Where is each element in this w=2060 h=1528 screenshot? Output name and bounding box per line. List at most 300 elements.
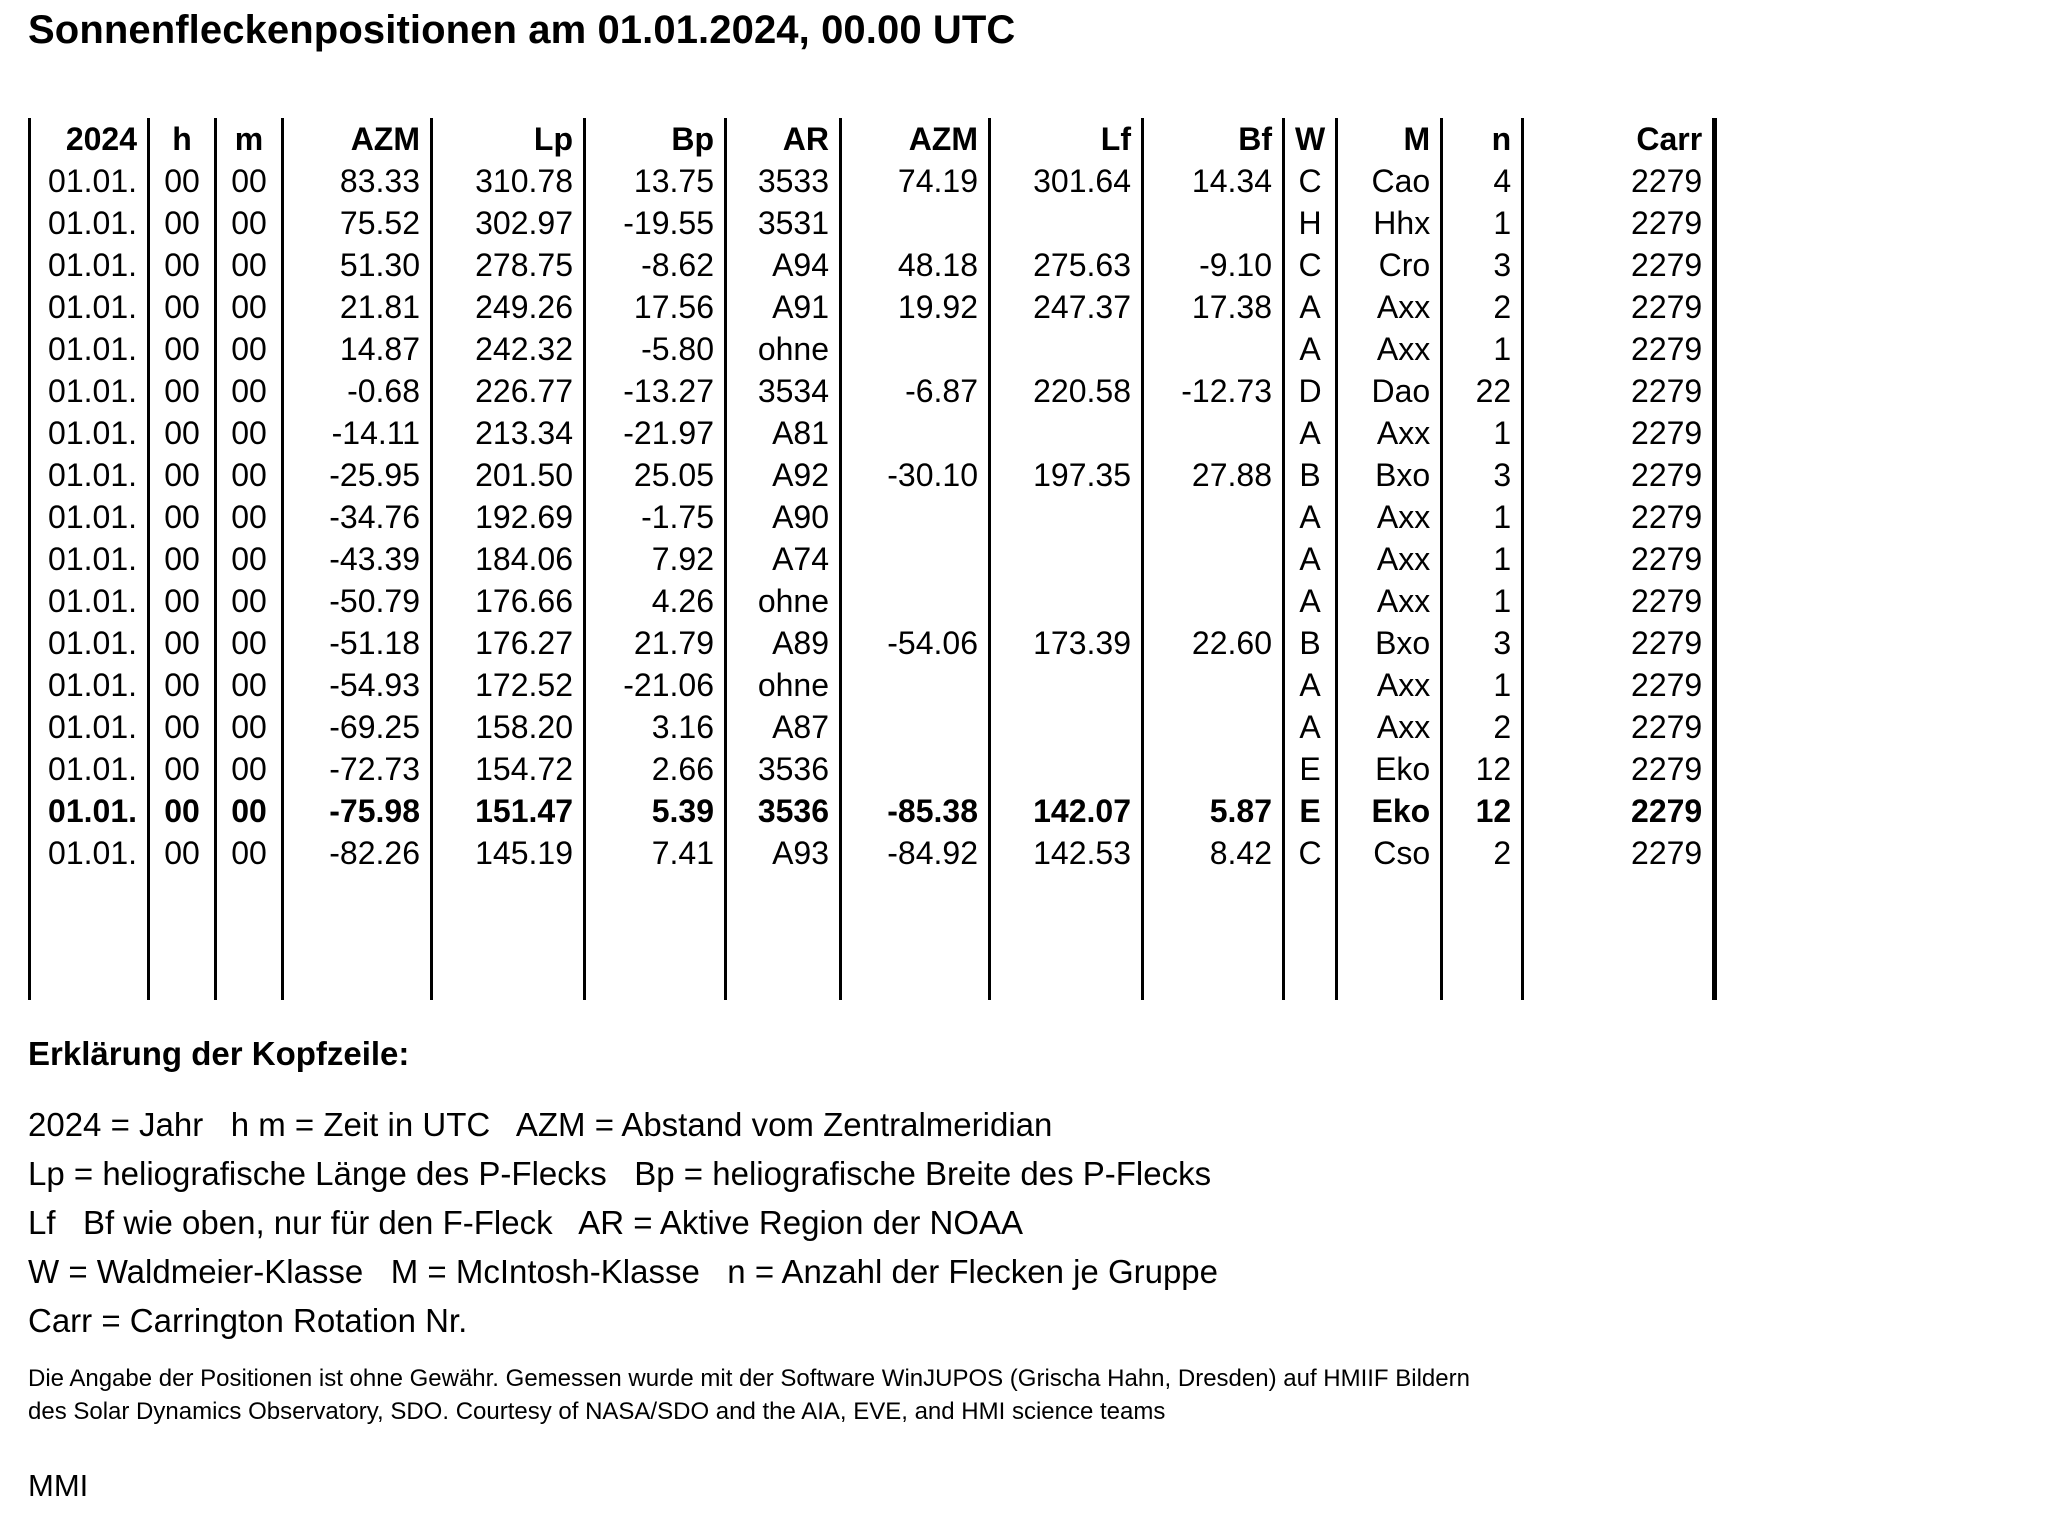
cell-azm-f — [841, 538, 990, 580]
table-row — [30, 706, 1715, 748]
empty-cell — [216, 874, 283, 916]
table-row — [30, 790, 1715, 832]
cell-count: 3 — [1442, 622, 1523, 664]
cell-lf — [990, 706, 1143, 748]
cell-date: 01.01. — [30, 286, 149, 328]
empty-cell — [585, 916, 726, 958]
page-title: Sonnenfleckenpositionen am 01.01.2024, 00.00 UTC — [28, 8, 1016, 52]
cell-lp: 278.75 — [432, 244, 585, 286]
cell-mcintosh: Eko — [1337, 790, 1442, 832]
cell-hour: 00 — [149, 454, 216, 496]
cell-waldmeier: B — [1284, 622, 1337, 664]
table-row — [30, 286, 1715, 328]
cell-azm-f — [841, 496, 990, 538]
explanation-text — [28, 1100, 1218, 1345]
cell-mcintosh: Cao — [1337, 160, 1442, 202]
author-signature: MMI — [28, 1468, 89, 1503]
cell-minute: 00 — [216, 496, 283, 538]
table-row — [30, 160, 1715, 202]
empty-cell — [216, 958, 283, 1000]
cell-minute: 00 — [216, 832, 283, 874]
cell-count: 1 — [1442, 538, 1523, 580]
cell-bf — [1143, 748, 1284, 790]
table-header-row — [30, 118, 1715, 160]
cell-lp: 176.27 — [432, 622, 585, 664]
cell-mcintosh: Eko — [1337, 748, 1442, 790]
cell-carrington: 2279 — [1523, 538, 1715, 580]
cell-waldmeier: E — [1284, 748, 1337, 790]
cell-bp: 3.16 — [585, 706, 726, 748]
cell-bf: -12.73 — [1143, 370, 1284, 412]
cell-azm-f — [841, 412, 990, 454]
cell-bp: -5.80 — [585, 328, 726, 370]
empty-cell — [1442, 874, 1523, 916]
table-header — [30, 118, 1715, 160]
column-header-bp: Bp — [585, 118, 726, 160]
cell-mcintosh: Axx — [1337, 580, 1442, 622]
cell-lp: 145.19 — [432, 832, 585, 874]
cell-lp: 151.47 — [432, 790, 585, 832]
cell-ar: ohne — [726, 580, 841, 622]
cell-minute: 00 — [216, 328, 283, 370]
cell-date: 01.01. — [30, 790, 149, 832]
empty-cell — [990, 958, 1143, 1000]
cell-hour: 00 — [149, 538, 216, 580]
table-row — [30, 412, 1715, 454]
cell-minute: 00 — [216, 202, 283, 244]
cell-ar: A74 — [726, 538, 841, 580]
table-empty-row — [30, 874, 1715, 916]
cell-hour: 00 — [149, 832, 216, 874]
cell-waldmeier: C — [1284, 160, 1337, 202]
cell-bp: -19.55 — [585, 202, 726, 244]
cell-hour: 00 — [149, 328, 216, 370]
cell-azm-f: -54.06 — [841, 622, 990, 664]
cell-waldmeier: A — [1284, 706, 1337, 748]
empty-cell — [1337, 958, 1442, 1000]
cell-mcintosh: Axx — [1337, 664, 1442, 706]
cell-bp: 4.26 — [585, 580, 726, 622]
cell-lp: 154.72 — [432, 748, 585, 790]
cell-ar: ohne — [726, 664, 841, 706]
table-row — [30, 580, 1715, 622]
column-header-lp: Lp — [432, 118, 585, 160]
empty-cell — [1442, 958, 1523, 1000]
cell-minute: 00 — [216, 370, 283, 412]
cell-date: 01.01. — [30, 496, 149, 538]
cell-bp: 7.41 — [585, 832, 726, 874]
table-row — [30, 244, 1715, 286]
cell-mcintosh: Axx — [1337, 496, 1442, 538]
empty-cell — [585, 874, 726, 916]
cell-ar: A92 — [726, 454, 841, 496]
cell-waldmeier: C — [1284, 244, 1337, 286]
cell-waldmeier: A — [1284, 286, 1337, 328]
table-row — [30, 328, 1715, 370]
cell-waldmeier: A — [1284, 412, 1337, 454]
cell-lf — [990, 412, 1143, 454]
cell-bp: 21.79 — [585, 622, 726, 664]
empty-cell — [283, 874, 432, 916]
cell-azm-p: 75.52 — [283, 202, 432, 244]
column-header-azm-f: AZM — [841, 118, 990, 160]
table-row — [30, 538, 1715, 580]
cell-count: 2 — [1442, 286, 1523, 328]
cell-azm-f: 48.18 — [841, 244, 990, 286]
cell-bf — [1143, 538, 1284, 580]
cell-mcintosh: Bxo — [1337, 454, 1442, 496]
cell-azm-f — [841, 580, 990, 622]
cell-bf — [1143, 412, 1284, 454]
empty-cell — [30, 916, 149, 958]
cell-azm-p: -0.68 — [283, 370, 432, 412]
cell-azm-f: -85.38 — [841, 790, 990, 832]
table-body — [30, 160, 1715, 1000]
cell-azm-f — [841, 706, 990, 748]
cell-lp: 213.34 — [432, 412, 585, 454]
explanation-line: Lp = heliografische Länge des P-Flecks Bp = heliografische Breite des P-Flecks — [28, 1155, 1212, 1192]
cell-lf — [990, 664, 1143, 706]
footnote-text — [28, 1362, 1470, 1428]
cell-minute: 00 — [216, 412, 283, 454]
empty-cell — [216, 916, 283, 958]
explanation-line: W = Waldmeier-Klasse M = McIntosh-Klasse n = Anzahl der Flecken je Gruppe — [28, 1253, 1219, 1290]
table-row — [30, 664, 1715, 706]
empty-cell — [1284, 916, 1337, 958]
cell-date: 01.01. — [30, 454, 149, 496]
cell-count: 1 — [1442, 412, 1523, 454]
cell-lp: 158.20 — [432, 706, 585, 748]
cell-lf: 275.63 — [990, 244, 1143, 286]
cell-bp: 7.92 — [585, 538, 726, 580]
cell-count: 3 — [1442, 454, 1523, 496]
cell-waldmeier: A — [1284, 538, 1337, 580]
cell-azm-p: 21.81 — [283, 286, 432, 328]
cell-azm-f: 19.92 — [841, 286, 990, 328]
cell-hour: 00 — [149, 748, 216, 790]
table-empty-row — [30, 958, 1715, 1000]
cell-bp: 2.66 — [585, 748, 726, 790]
cell-carrington: 2279 — [1523, 622, 1715, 664]
cell-ar: A91 — [726, 286, 841, 328]
cell-hour: 00 — [149, 580, 216, 622]
column-header-bf: Bf — [1143, 118, 1284, 160]
cell-ar: 3534 — [726, 370, 841, 412]
cell-hour: 00 — [149, 244, 216, 286]
cell-lp: 302.97 — [432, 202, 585, 244]
cell-azm-p: 83.33 — [283, 160, 432, 202]
cell-bf: 27.88 — [1143, 454, 1284, 496]
empty-cell — [1143, 916, 1284, 958]
cell-lf: 173.39 — [990, 622, 1143, 664]
empty-cell — [283, 958, 432, 1000]
empty-cell — [841, 916, 990, 958]
cell-hour: 00 — [149, 370, 216, 412]
cell-carrington: 2279 — [1523, 664, 1715, 706]
cell-azm-f — [841, 748, 990, 790]
cell-lf — [990, 580, 1143, 622]
cell-carrington: 2279 — [1523, 580, 1715, 622]
cell-bp: -21.06 — [585, 664, 726, 706]
cell-bf — [1143, 202, 1284, 244]
footnote-line-2: des Solar Dynamics Observatory, SDO. Courtesy of NASA/SDO and the AIA, EVE, and HMI science teams — [28, 1398, 1166, 1425]
empty-cell — [30, 958, 149, 1000]
cell-minute: 00 — [216, 244, 283, 286]
cell-bf: 17.38 — [1143, 286, 1284, 328]
explanation-line: 2024 = Jahr h m = Zeit in UTC AZM = Abstand vom Zentralmeridian — [28, 1106, 1053, 1143]
cell-lf: 247.37 — [990, 286, 1143, 328]
column-header-lf: Lf — [990, 118, 1143, 160]
cell-mcintosh: Bxo — [1337, 622, 1442, 664]
cell-date: 01.01. — [30, 832, 149, 874]
cell-bp: -13.27 — [585, 370, 726, 412]
cell-bp: -21.97 — [585, 412, 726, 454]
cell-date: 01.01. — [30, 706, 149, 748]
empty-cell — [149, 916, 216, 958]
cell-carrington: 2279 — [1523, 370, 1715, 412]
cell-azm-p: -75.98 — [283, 790, 432, 832]
cell-azm-f — [841, 328, 990, 370]
cell-minute: 00 — [216, 286, 283, 328]
cell-lf: 220.58 — [990, 370, 1143, 412]
cell-minute: 00 — [216, 454, 283, 496]
cell-carrington: 2279 — [1523, 790, 1715, 832]
cell-lp: 310.78 — [432, 160, 585, 202]
column-header-date: 2024 — [30, 118, 149, 160]
empty-cell — [1442, 916, 1523, 958]
cell-hour: 00 — [149, 706, 216, 748]
cell-lp: 249.26 — [432, 286, 585, 328]
cell-lf — [990, 538, 1143, 580]
cell-count: 1 — [1442, 328, 1523, 370]
cell-ar: 3536 — [726, 748, 841, 790]
explanation-heading: Erklärung der Kopfzeile: — [28, 1035, 410, 1072]
cell-hour: 00 — [149, 496, 216, 538]
cell-waldmeier: A — [1284, 580, 1337, 622]
cell-mcintosh: Axx — [1337, 538, 1442, 580]
cell-lp: 176.66 — [432, 580, 585, 622]
cell-azm-p: 14.87 — [283, 328, 432, 370]
cell-azm-f: -6.87 — [841, 370, 990, 412]
cell-minute: 00 — [216, 790, 283, 832]
cell-count: 1 — [1442, 580, 1523, 622]
empty-cell — [990, 916, 1143, 958]
cell-count: 3 — [1442, 244, 1523, 286]
empty-cell — [841, 958, 990, 1000]
cell-date: 01.01. — [30, 538, 149, 580]
cell-ar: A93 — [726, 832, 841, 874]
cell-waldmeier: A — [1284, 496, 1337, 538]
cell-carrington: 2279 — [1523, 412, 1715, 454]
cell-date: 01.01. — [30, 748, 149, 790]
cell-mcintosh: Axx — [1337, 412, 1442, 454]
table-row — [30, 454, 1715, 496]
cell-date: 01.01. — [30, 328, 149, 370]
cell-mcintosh: Cro — [1337, 244, 1442, 286]
cell-bp: 5.39 — [585, 790, 726, 832]
cell-lf — [990, 748, 1143, 790]
empty-cell — [1143, 958, 1284, 1000]
cell-lp: 192.69 — [432, 496, 585, 538]
empty-cell — [585, 958, 726, 1000]
empty-cell — [1284, 958, 1337, 1000]
cell-bf: 22.60 — [1143, 622, 1284, 664]
cell-azm-f — [841, 202, 990, 244]
cell-date: 01.01. — [30, 412, 149, 454]
cell-hour: 00 — [149, 286, 216, 328]
table-row — [30, 202, 1715, 244]
cell-mcintosh: Dao — [1337, 370, 1442, 412]
cell-count: 1 — [1442, 202, 1523, 244]
empty-cell — [30, 874, 149, 916]
cell-waldmeier: A — [1284, 664, 1337, 706]
cell-date: 01.01. — [30, 622, 149, 664]
column-header-minute: m — [216, 118, 283, 160]
empty-cell — [726, 958, 841, 1000]
empty-cell — [432, 958, 585, 1000]
cell-count: 2 — [1442, 832, 1523, 874]
column-header-carrington: Carr — [1523, 118, 1715, 160]
cell-lf: 301.64 — [990, 160, 1143, 202]
cell-bf — [1143, 496, 1284, 538]
column-header-ar: AR — [726, 118, 841, 160]
cell-carrington: 2279 — [1523, 202, 1715, 244]
cell-count: 12 — [1442, 748, 1523, 790]
cell-hour: 00 — [149, 202, 216, 244]
cell-count: 12 — [1442, 790, 1523, 832]
cell-lf — [990, 328, 1143, 370]
cell-mcintosh: Axx — [1337, 286, 1442, 328]
cell-count: 4 — [1442, 160, 1523, 202]
footnote-line-1: Die Angabe der Positionen ist ohne Gewähr. Gemessen wurde mit der Software WinJUPOS (Grischa Hahn, Dresden) auf HMIIF Bildern — [28, 1365, 1470, 1392]
sunspot-table-container — [28, 118, 1717, 1000]
empty-cell — [1523, 958, 1715, 1000]
cell-ar: 3533 — [726, 160, 841, 202]
empty-cell — [1284, 874, 1337, 916]
cell-count: 2 — [1442, 706, 1523, 748]
cell-ar: A90 — [726, 496, 841, 538]
cell-azm-p: 51.30 — [283, 244, 432, 286]
cell-bp: 17.56 — [585, 286, 726, 328]
cell-bp: -1.75 — [585, 496, 726, 538]
cell-carrington: 2279 — [1523, 160, 1715, 202]
cell-lp: 184.06 — [432, 538, 585, 580]
cell-azm-f: -30.10 — [841, 454, 990, 496]
cell-minute: 00 — [216, 748, 283, 790]
cell-count: 1 — [1442, 664, 1523, 706]
cell-azm-p: -34.76 — [283, 496, 432, 538]
empty-cell — [283, 916, 432, 958]
empty-cell — [1337, 874, 1442, 916]
cell-lp: 172.52 — [432, 664, 585, 706]
cell-carrington: 2279 — [1523, 454, 1715, 496]
cell-ar: 3536 — [726, 790, 841, 832]
sunspot-positions-table — [28, 118, 1717, 1000]
cell-ar: A81 — [726, 412, 841, 454]
cell-carrington: 2279 — [1523, 706, 1715, 748]
cell-minute: 00 — [216, 580, 283, 622]
table-row — [30, 496, 1715, 538]
cell-waldmeier: E — [1284, 790, 1337, 832]
cell-lp: 201.50 — [432, 454, 585, 496]
cell-carrington: 2279 — [1523, 286, 1715, 328]
cell-waldmeier: D — [1284, 370, 1337, 412]
empty-cell — [432, 874, 585, 916]
cell-bf — [1143, 328, 1284, 370]
cell-date: 01.01. — [30, 580, 149, 622]
cell-minute: 00 — [216, 664, 283, 706]
cell-bp: -8.62 — [585, 244, 726, 286]
cell-lp: 226.77 — [432, 370, 585, 412]
cell-date: 01.01. — [30, 202, 149, 244]
cell-mcintosh: Hhx — [1337, 202, 1442, 244]
cell-hour: 00 — [149, 790, 216, 832]
cell-waldmeier: H — [1284, 202, 1337, 244]
cell-ar: ohne — [726, 328, 841, 370]
cell-hour: 00 — [149, 160, 216, 202]
explanation-line: Lf Bf wie oben, nur für den F-Fleck AR = Aktive Region der NOAA — [28, 1204, 1024, 1241]
cell-azm-p: -51.18 — [283, 622, 432, 664]
cell-ar: A94 — [726, 244, 841, 286]
column-header-mcintosh: M — [1337, 118, 1442, 160]
explanation-line: Carr = Carrington Rotation Nr. — [28, 1302, 468, 1339]
empty-cell — [1523, 916, 1715, 958]
cell-date: 01.01. — [30, 664, 149, 706]
cell-lf: 142.53 — [990, 832, 1143, 874]
cell-azm-p: -72.73 — [283, 748, 432, 790]
cell-azm-f — [841, 664, 990, 706]
cell-azm-p: -50.79 — [283, 580, 432, 622]
cell-lp: 242.32 — [432, 328, 585, 370]
cell-carrington: 2279 — [1523, 496, 1715, 538]
cell-azm-p: -25.95 — [283, 454, 432, 496]
cell-waldmeier: A — [1284, 328, 1337, 370]
cell-waldmeier: C — [1284, 832, 1337, 874]
cell-count: 22 — [1442, 370, 1523, 412]
empty-cell — [726, 916, 841, 958]
cell-bp: 13.75 — [585, 160, 726, 202]
cell-lf — [990, 496, 1143, 538]
cell-bf — [1143, 706, 1284, 748]
cell-bf: 14.34 — [1143, 160, 1284, 202]
cell-hour: 00 — [149, 412, 216, 454]
cell-azm-f: 74.19 — [841, 160, 990, 202]
empty-cell — [149, 958, 216, 1000]
cell-mcintosh: Cso — [1337, 832, 1442, 874]
cell-lf: 197.35 — [990, 454, 1143, 496]
cell-azm-p: -54.93 — [283, 664, 432, 706]
cell-date: 01.01. — [30, 244, 149, 286]
empty-cell — [1523, 874, 1715, 916]
table-row — [30, 622, 1715, 664]
cell-ar: A89 — [726, 622, 841, 664]
cell-bf: -9.10 — [1143, 244, 1284, 286]
cell-carrington: 2279 — [1523, 244, 1715, 286]
cell-carrington: 2279 — [1523, 328, 1715, 370]
table-row — [30, 748, 1715, 790]
cell-bp: 25.05 — [585, 454, 726, 496]
empty-cell — [149, 874, 216, 916]
cell-bf: 5.87 — [1143, 790, 1284, 832]
cell-lf — [990, 202, 1143, 244]
cell-bf — [1143, 580, 1284, 622]
cell-hour: 00 — [149, 622, 216, 664]
cell-ar: 3531 — [726, 202, 841, 244]
cell-count: 1 — [1442, 496, 1523, 538]
cell-azm-f: -84.92 — [841, 832, 990, 874]
cell-hour: 00 — [149, 664, 216, 706]
column-header-waldmeier: W — [1284, 118, 1337, 160]
